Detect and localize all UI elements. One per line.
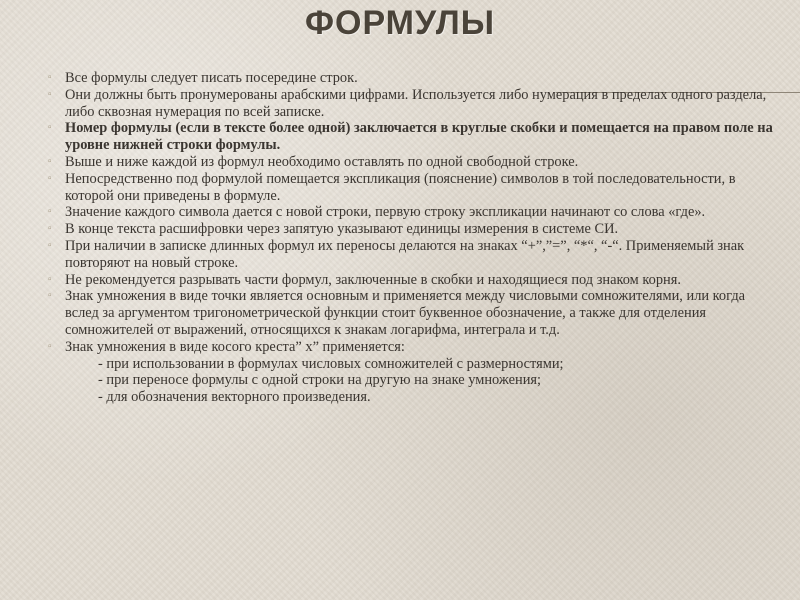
bullet-item xyxy=(48,70,778,87)
bullet-icon: ▫ xyxy=(48,155,52,167)
bullet-text: При наличии в записке длинных формул их переносы делаются на знаках “+”,”=”, “*“, “-“. Применяемый знак повторяют на новый строке. xyxy=(65,237,745,271)
bullet-icon: ▫ xyxy=(48,290,52,302)
bullet-item xyxy=(48,288,778,338)
bullet-item xyxy=(48,204,778,221)
sub-item: - для обозначения векторного произведения. xyxy=(98,389,371,406)
sub-item: - при использовании в формулах числовых сомножителей с размерностями; xyxy=(98,355,564,372)
bullet-icon: ▫ xyxy=(48,172,52,184)
bullet-text: Выше и ниже каждой из формул необходимо оставлять по одной свободной строке. xyxy=(65,153,579,170)
bullet-text: Не рекомендуется разрывать части формул, заключенные в скобки и находящиеся под знаком корня. xyxy=(65,271,681,288)
bullet-icon: ▫ xyxy=(48,122,52,134)
bullet-item xyxy=(48,120,778,154)
bullet-text: Они должны быть пронумерованы арабскими цифрами. Используется либо нумерация в пределах одного раздела, либо сквозная нумерация по всей записке. xyxy=(65,86,767,120)
bullet-text: Непосредственно под формулой помещается экспликация (пояснение) символов в той последовательности, в которой они приведены в формуле. xyxy=(65,170,736,204)
bullet-icon: ▫ xyxy=(48,72,52,83)
slide-title: ФОРМУЛЫ xyxy=(304,4,495,42)
slide-content xyxy=(48,70,778,406)
bullet-text: Номер формулы (если в тексте более одной) заключается в круглые скобки и помещается на правом поле на уровне нижней строки формулы. xyxy=(65,120,773,154)
bullet-icon: ▫ xyxy=(48,206,52,218)
sub-item: - при переносе формулы с одной строки на другую на знаке умножения; xyxy=(98,372,542,389)
bullet-item xyxy=(48,221,778,238)
bullet-icon: ▫ xyxy=(48,340,52,352)
bullet-text: Все формулы следует писать посередине строк. xyxy=(65,70,358,86)
bullet-icon: ▫ xyxy=(48,239,52,251)
bullet-item xyxy=(48,171,778,205)
bullet-icon: ▫ xyxy=(48,273,52,285)
bullet-text: Значение каждого символа дается с новой строки, первую строку экспликации начинают со слова «где». xyxy=(65,204,706,221)
bullet-text: Знак умножения в виде точки является основным и применяется между числовыми сомножителями, или когда вслед за аргументом тригонометрической функции стоит буквенное обозначение, а также для отделения сомножителей от выражений, относящихся к знакам логарифма, интеграла и т.д. xyxy=(65,288,746,338)
bullet-item xyxy=(48,272,778,289)
bullet-item xyxy=(48,339,778,356)
bullet-text: Знак умножения в виде косого креста” х” применяется: xyxy=(65,338,405,355)
bullet-item xyxy=(48,238,778,272)
bullet-text: В конце текста расшифровки через запятую указывают единицы измерения в системе СИ. xyxy=(65,221,619,238)
bullet-icon: ▫ xyxy=(48,223,52,235)
bullet-icon: ▫ xyxy=(48,88,52,100)
bullet-item xyxy=(48,87,778,121)
bullet-item xyxy=(48,154,778,171)
